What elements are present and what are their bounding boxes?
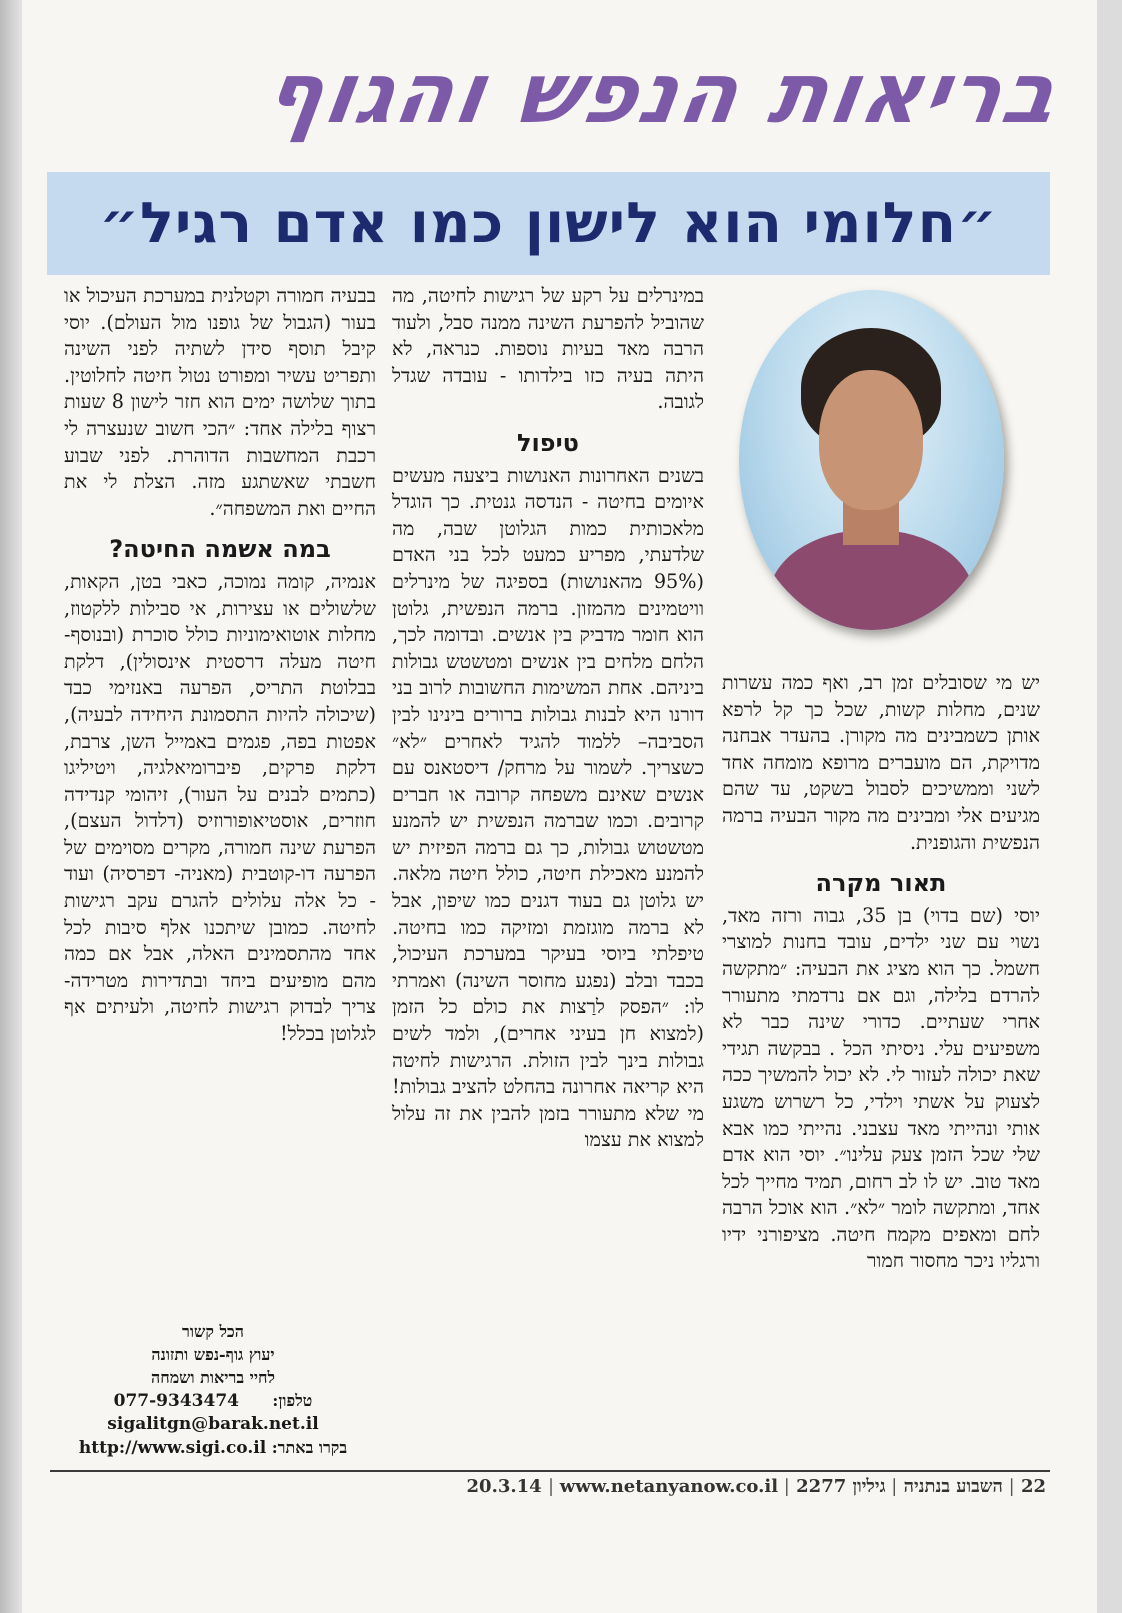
wheat-blame-heading: במה אשמה החיטה?	[109, 535, 331, 564]
footer-rule	[50, 1470, 1050, 1472]
column-right-intro: יש מי שסובלים זמן רב, ואף כמה עשרות שנים, מחלות קשות, שכל כך קל לרפא אותן כשמבינים מה מקורן. בהעדר אבחנה מדויקת, הם מועברים מרופא מומחה אחד לשני וממשיכים לסבול בשקט, עד שהם מגיעים אלי ומבינים מה מקור הבעיה ברמה הנפשית והגופנית.	[722, 671, 1040, 854]
page-footer	[50, 1476, 1046, 1497]
case-description-heading: תאור מקרה	[815, 869, 947, 898]
column-middle-intro: במינרלים על רקע של רגישות לחיטה, מה שהוביל להפרעת השינה ממנה סבל, ולעוד הרבה מאד בעיות נוספות. כנראה, לא היתה בעיה כזו בילדותו - עובדה שגדל לגובה.	[392, 284, 704, 414]
contact-site-label: בקרו באתר:	[271, 1438, 348, 1457]
contact-name: הכל קשור	[182, 1322, 244, 1341]
article-headline: ״חלומי הוא לישון כמו אדם רגיל״	[99, 191, 998, 256]
contact-phone-label: טלפון:	[272, 1391, 313, 1410]
column-left-body: אנמיה, קומה נמוכה, כאבי בטן, הקאות, שלשולים או עצירות, אי סבילות ללקטוז, מחלות אוטואימוניות כולל סוכרת (ובנוסף- חיטה מעלה דרסטית אינסולין), דלקת בבלוטת התריס, הפרעה באנזימי כבד (שיכולה להיות התסמונת היחידה לבעיה), אפטות בפה, פגמים באמייל השן, צרבת, דלקת פרקים, פיברומיאלגיה, ויטיליגו (כתמים לבנים על העור), זיהומי קנדידה חוזרים, אוסטיאופורוזיס (דלדול העצם), הפרעת שינה חמורה, מקרים מסוימים של הפרעה דו-קוטבית (מאניה- דפרסיה) ועוד - כל אלה עלולים להגרם עקב רגישות לחיטה. כמובן שיתכנו אלף סיבות לכל אחד מהתסמינים האלה, אבל אם כמה מהם מופיעים ביחד ובתדירות מטרידה- צריך לבדוק רגישות לחיטה, ולעיתים אף לגלוטן בכלל!	[64, 569, 376, 1046]
footer-website-link[interactable]: www.netanyanow.co.il	[559, 1476, 779, 1497]
contact-site-row	[50, 1436, 376, 1460]
issue-number: גיליון 2277	[796, 1476, 886, 1497]
contact-email[interactable]: sigalitgn@barak.net.il	[107, 1414, 319, 1434]
article-column-middle	[392, 283, 704, 1154]
footer-separator: |	[885, 1476, 898, 1497]
article-column-left	[64, 283, 376, 1048]
page-gutter	[0, 0, 22, 1613]
magazine-page	[22, 0, 1097, 1613]
contact-line2: לחיי בריאות ושמחה	[151, 1368, 275, 1387]
photo-face	[819, 370, 923, 510]
publication-name: השבוע בנתניה	[903, 1476, 1003, 1497]
column-middle-body: בשנים האחרונות האנושות ביצעה מעשים איומים בחיטה - הנדסה גנטית. כך הוגדל מלאכותית כמות הגלוטן שבה, מה שלדעתי, מפריע כמעט לכל בני האדם (95% מהאנושות) בספיגה של מינרלים וויטמינים מהמזון. ברמה הנפשית, גלוטן הוא חומר מדביק בין אנשים. ובדומה לכך, הלחם מלחים בין אנשים ומטשטש גבולות ביניהם. אחת המשימות החשובות לרוב בני דורנו היא לבנות גבולות ברורים בינינו לבין הסביבה– ללמוד להגיד לאחרים ״לא״ כשצריך. לשמור על מרחק/ דיסטאנס עם אנשים שאינם משפחה קרובה או חברים קרובים. וכמו שברמה הנפשית יש להמנע מטשטוש גבולות, כך גם ברמה הפיזית יש להמנע מאכילת חיטה, כולל חיטה מלאה. יש גלוטן גם בעוד דגנים כמו שיפון, אבל לא ברמה מוגזמת ומזיקה כמו בחיטה. טיפלתי ביוסי בעיקר במערכת העיכול, בכבד ובלב (נפגע מחוסר השינה) ואמרתי לו: ״הפסק לרַצות את כולם כל הזמן (למצוא חן בעיני אחרים), ולמד לשים גבולות בינך לבין הזולת. הרגישות לחיטה היא קריאה אחרונה בהחלט להציב גבולות! מי שלא מתעורר בזמן להבין את זה עלול למצוא את עצמו	[392, 463, 704, 1152]
treatment-heading: טיפול	[517, 428, 579, 457]
contact-phone[interactable]: 077-9343474	[113, 1391, 239, 1411]
page-number: 22	[1020, 1476, 1046, 1497]
column-left-intro: בבעיה חמורה וקטלנית במערכת העיכול או בעור (הגבול של גופנו מול העולם). יוסי קיבל תוסף סידן לשתיה לפני השינה ותפריט עשיר ומפורט נטול חיטה לחלוטין. בתוך שלושה ימים הוא חזר לישון 8 שעות רצוף בלילה אחד: ״הכי חשוב שנעצרה לי רכבת המחשבות הדוהרת. לפני שבוע חשבתי שאשתגע מזה. הצלת לי את החיים ואת המשפחה״.	[64, 284, 376, 520]
contact-site-link[interactable]: http://www.sigi.co.il	[78, 1438, 267, 1458]
section-title: בריאות הנפש והגוף	[258, 44, 1066, 142]
contact-phone-row	[50, 1389, 376, 1413]
contact-line1: יעוץ גוף-נפש ותזונה	[151, 1345, 275, 1364]
portrait-photo-icon	[739, 290, 1004, 630]
contact-box	[50, 1320, 376, 1460]
photo-shirt	[769, 530, 974, 630]
footer-separator: |	[547, 1476, 560, 1497]
issue-date: 20.3.14	[466, 1476, 542, 1497]
footer-separator: |	[778, 1476, 790, 1497]
column-right-body: יוסי (שם בדוי) בן 35, גבוה ורזה מאד, נשוי עם שני ילדים, עובד בחנות למוצרי חשמל. כך הוא מציג את הבעיה: ״מתקשה להרדם בלילה, וגם אם נרדמתי מתעורר אחרי שעתיים. כדורי שינה כבר לא משפיעים עלי. ניסיתי הכל . בבקשה תגידי שאת יכולה לעזור לי. לא יכול להמשיך ככה לצעוק על אשתי וילדי, כל רשרוש משגע אותי ונהייתי מאד עצבני. נהייתי כמו אבא שלי שכל הזמן צעק עלינו״. יוסי הוא אדם מאד טוב. יש לו לב רחום, תמיד מחייך לכל אחד, ומתקשה לומר ״לא״. הוא אוכל הרבה לחם ומאפים מקמח חיטה. מציפורני ידיו ורגליו ניכר מחסור חמור	[722, 903, 1041, 1273]
footer-separator: |	[1002, 1476, 1015, 1497]
article-column-right	[722, 670, 1040, 1275]
